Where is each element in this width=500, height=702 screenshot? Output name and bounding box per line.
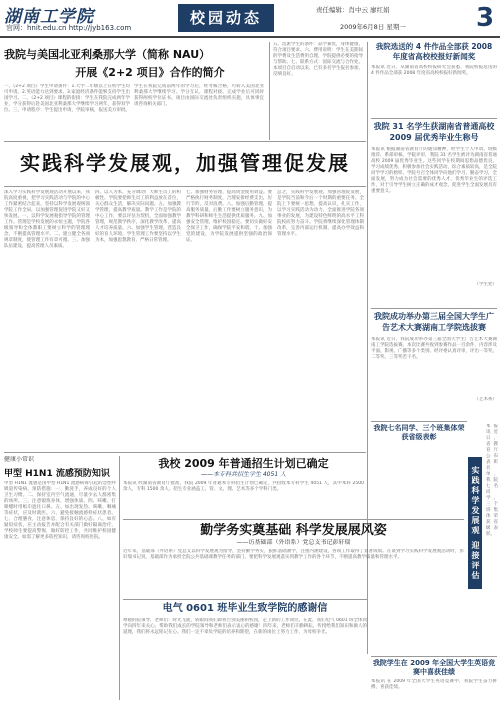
main-article-col1: 深入学习实践科学发展观活动开展以来，我院高度重视，把学习实践活动与学院的中心工作紧密结合起来，坚持以科学发展观统领学院工作全局，以加强管理促进学院又好又快发展。一、以科学发展观指导学院的管理工作。管理是学校发展的永恒主题，学院各级领导和全体教职工要树立科学的管理理念，不断提高管理水平。二、建立健全各项规章制度，使管理工作有章可循。三、加强队伍建设，提高管理人员素质。: [4, 190, 90, 249]
feature-headline: 勤学务实奠基础 科学发展展风姿: [200, 523, 387, 538]
enrollment-subtitle: ——本专科共招生学生 4051 人: [200, 471, 287, 478]
health-tips-label: 健康小常识: [4, 456, 35, 463]
enrollment-story: [123, 457, 364, 517]
main-article-col3: 七、加强财务管理，提高资金使用效益。要严格执行财务制度，合理安排经费支出，厉行节约，反对浪费。八、加强后勤管理，提高服务质量。后勤工作要树立服务意识，为教学科研和师生生活提供优质服务。九、加强安全管理，维护校园稳定。要切实做好安全保卫工作，确保学院平安和谐。十、加强党的建设，为学院发展提供坚强的政治保证。: [186, 190, 272, 243]
right-mid-body: 本报讯 根据湖南省教育厅的通知精神，经学生个人申请、班级推荐、系部审核、学院评审，我院 31 名学生被评为湖南省普通高校 2009 届优秀毕业生。这些同学在校期间思想品德优良，学习成绩优秀，积极参加社会实践活动，综合素质较高，是全院同学学习的榜样。学院号召全体同学向他们学习，勤奋学习，全面发展，努力成为社会需要的优秀人才。优秀毕业生的评选工作，对于引导学生树立正确的成才观念，促进学生全面发展具有重要意义。: [371, 147, 497, 194]
article1-col3: 五、选派学生的条件：品学兼优，身体健康，符合项目要求。六、费用说明：学生在美期间的学费及生活费用自理，学院提供必要的指导与帮助。七、联系方式：国际交流与合作处。本项目自启动以来，已有多名学生报名参加，反响良好。: [273, 42, 363, 77]
right-lower1-title: 我院成功举办第三届全国大学生广告艺术大赛湖南工学院选拔赛: [374, 312, 494, 332]
thanks-letter-title: 电气 0601 班毕业生致学院的感谢信: [162, 603, 328, 614]
enrollment-title: 我校 2009 年普通招生计划已确定: [158, 457, 329, 470]
health-tips-story: [4, 456, 116, 700]
right-top-story: [371, 42, 497, 116]
right-lower2-title: 我院七名同学、三个班集体荣获省级表彰: [373, 424, 465, 441]
vertical-theme-strip: 实践科学发展观 迎接评估: [468, 457, 482, 589]
article1-col1: 一、《2+2 项目》学生申请条件：1.大学二年级以上在校学生均可申请。2.英语能力达到要求。3.家庭经济条件能够支持学生出国学习。二、《2+2 项目》课程的衔接：学生在我院完成两年学业，学分获得后赴美国北亚利桑那大学继续学习两年，获得双学位。三、申请程序：学生提出申请，学院审核，报送美方审批。: [4, 84, 130, 113]
main-headline: 实践科学发展观，加强管理促发展: [20, 151, 350, 175]
logo-subtitle: 官网：hnit.edu.cn http://jyb163.com: [6, 24, 132, 32]
page-number: 3: [475, 3, 495, 33]
thanks-letter-body: 尊敬的院领导、老师们：时光飞逝，转眼间我们即将告别美丽的校园，走上新的工作岗位。在此，我们电气 0601 班全体同学向四年来关心、帮助我们成长的学院领导和老师们表示衷心的感谢！四年来，老师们辛勤耕耘，传授给我们知识和做人的道理，我们将永远铭记在心。我们一定不辜负学院的培养和期望，在新的岗位上努力工作，为母校争光。: [123, 618, 367, 635]
enrollment-body: 本报讯 经湖南省教育厅批准，我院 2009 年普通本专科招生计划已确定，共招收本专科学生 4051 人，其中本科 2500 余人，专科 1500 余人。招生专业涵盖工、管、文、理、艺术等多个学科门类。: [123, 481, 364, 492]
article1-headline-line1: 我院与美国北亚利桑那大学（简称 NAU）: [4, 48, 211, 61]
issue-date: 2009年6月8日 星期一: [340, 23, 406, 31]
right-mid-title: 我院 31 名学生获湖南省普通高校 2009 届优秀毕业生称号: [373, 122, 495, 142]
feature-story: [123, 523, 464, 597]
right-lower1-story: [371, 311, 497, 419]
article1-col2: 学生在我院完成前两年的学习后，经考核合格，可转入美国北亚利桑那大学继续学习。学分互认，课程对接。完成学业后可同时获得两校学位证书。项目由国际交流处负责组织实施，具体事宜请咨询相关部门。: [134, 84, 264, 107]
masthead: [0, 0, 500, 38]
article1-headline-line2: 开展《2+2 项目》合作的简介: [75, 66, 225, 79]
health-tips-title: 甲型 H1N1 流感预防知识: [4, 469, 110, 479]
right-edge-filler: 本报讯 近日，省教育厅公布表彰名单，我院七名同学、三个班集体荣获省级表彰。: [486, 424, 498, 537]
main-article-col4: 总之，实践科学发展观，加强管理促发展，是学院当前和今后一个时期的重要任务。全院上下要统一思想，提高认识，扎实工作，以学习实践活动为动力，全面推进学院各项事业的发展，为建设特色鲜明的高水平工科院校而努力奋斗。学院将继续深化管理体制改革，完善内部运行机制，提高办学效益和管理水平。: [277, 190, 364, 237]
main-article-col2: 四、以人为本，充分调动广大师生员工的积极性。学院要把师生员工的利益放在首位，关心群众生活，解决实际问题。五、加强教学管理，提高教学质量。教学工作是学院的中心工作，要以评估为契机，全面加强教学管理，规范教学秩序，深化教学改革，提高人才培养质量。六、加强学生管理，营造良好的育人环境。学生管理工作要坚持以学生为本，加强思想教育，严格日常管理。: [95, 190, 181, 243]
newspaper-logo: 湖南工学院: [4, 7, 94, 27]
editor-credits: 责任编辑：肖中云 廖红娟: [316, 6, 390, 14]
thanks-letter-story: [123, 602, 367, 700]
right-mid-story: [371, 121, 497, 306]
right-top-body: 本报讯 近日，从湖南省高校校报研究会获悉，我院校报选送的 4 件作品全部获 2008 年度省高校校报好新闻奖。: [371, 65, 497, 76]
right-lower3-title: 我院学生在 2009 年全国大学生英语竞赛中喜获佳绩: [372, 659, 496, 676]
right-mid-note: （学生处）: [474, 282, 497, 287]
section-title: 校园动态: [178, 4, 274, 32]
feature-subtitle: ——访基础部（外语系）党总支书记彭轩瑞: [236, 539, 351, 546]
right-lower2-story: [371, 424, 467, 454]
right-lower1-body: 本报讯 近日，我院成功举办第三届全国大学生广告艺术大赛湖南工学院选拔赛。本次比赛共收到参赛作品一百余件，内容涉及平面、影视、广播等多个类别。经评委认真评审，评出一等奖、二等奖、三等奖若干名。: [371, 337, 497, 360]
right-lower3-story: [371, 659, 497, 699]
health-tips-body: 甲型 H1N1 流感是由甲型 H1N1 流感病毒引起的急性呼吸道传染病。预防措施：一、勤洗手，养成良好的个人卫生习惯。二、保持室内空气流通，尽量少去人群密集的场所。三、注意锻炼身体，增强体质。四、咳嗽、打喷嚏时用纸巾遮住口鼻。五、如出现发热、咳嗽、咽痛等症状，应及时就医。六、避免接触流感样症状患者。七、合理膳食，注意休息，保持良好的心态。八、如有疑似症状，应主动报告并配合有关部门做好隔离治疗。学校师生要提高警惕，做好防控工作，共同维护校园健康安全。如需了解更多防控知识，请咨询校医院。: [4, 481, 116, 540]
feature-body: 近年来，基础部（外语系）党总支以科学发展观为指导，坚持勤学务实，狠抓基础教学，注重内涵建设，各项工作取得了显著成绩。在谈到学习实践科学发展观活动时，彭轩瑞书记说，基础部作为承担全院公共基础课教学任务的部门，要把科学发展观落实到教学工作的各个环节，不断提高教学质量和管理水平。: [123, 549, 464, 560]
right-top-title: 我院选送的 4 件作品全部获 2008 年度省高校校报好新闻奖: [375, 42, 493, 61]
right-lower3-body: 本报讯 在 2009 年全国大学生英语竞赛中，我院学生奋力拼搏，喜获佳绩。: [371, 679, 497, 690]
right-lower1-note: （艺术系）: [474, 397, 497, 402]
